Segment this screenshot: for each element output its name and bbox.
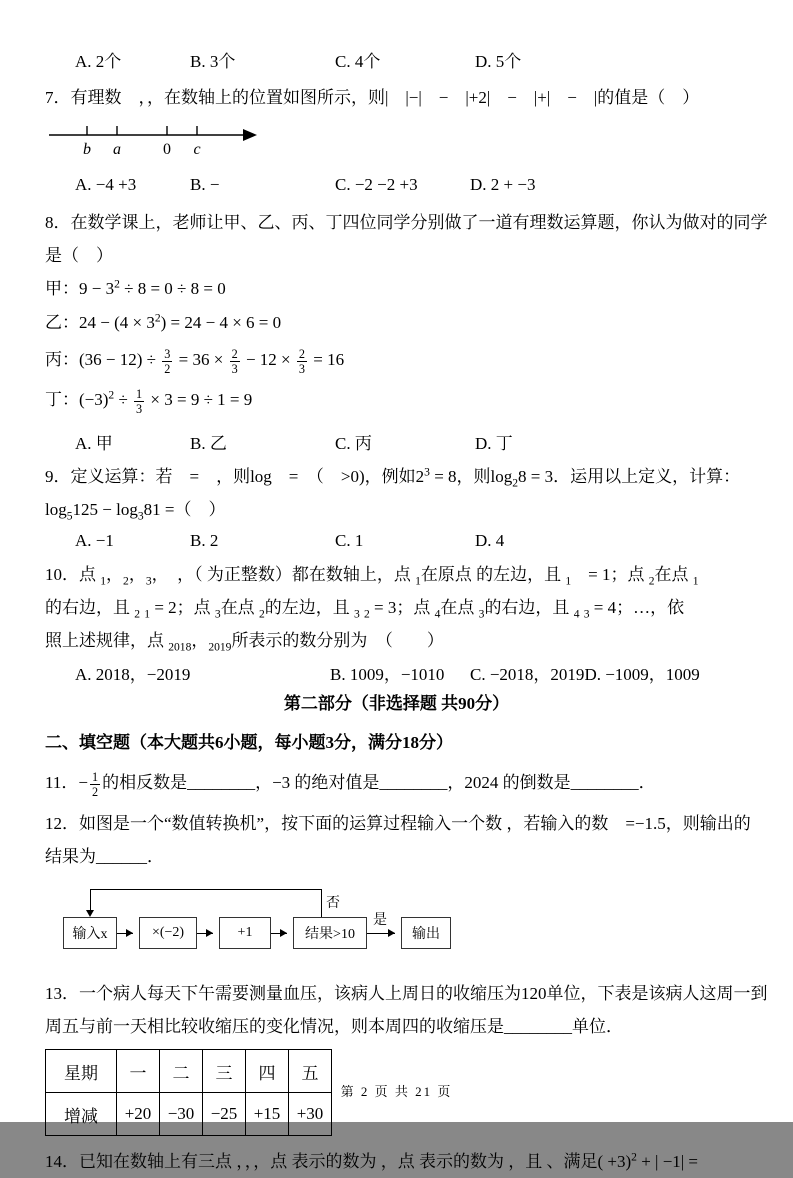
table-cell: −30 [160,1093,203,1136]
table-cell: 增减 [46,1093,117,1136]
equation: $(-3)^2$ ÷ $\frac{1}{3}$ × 3 = 9 ÷ 1 = 9 [79,386,253,416]
section-2-title: 二、填空题（本大题共6小题，每小题3分，满分18分） [45,733,453,752]
student-label: 甲： [45,279,79,298]
option-b: B. 3个 [190,51,236,71]
student-label: 乙： [45,313,79,332]
option-c: C. −2 −2 +3 [335,175,418,194]
option-a: A. 2018，−2019 [75,664,191,684]
option-a: A. −1 [75,531,114,550]
question-8-solution-ding [45,380,748,420]
question-8-options-row [45,426,748,456]
question-13-text-line2: 周五与前一天相比较收缩压的变化情况，则本周四的收缩压是________单位． [45,1017,623,1036]
question-8-solution-jia [45,272,748,306]
option-a: A. 甲 [75,433,113,453]
table-header-cell: 星期 [46,1050,117,1093]
axis-label-c: c [193,141,201,158]
option-d: D. 4 [475,531,505,550]
option-a: A. 2个 [75,51,122,71]
equation: $9 - 3^2 \div 8 = 0 \div 8 = 0$ [79,277,226,298]
table-header-cell: 二 [160,1050,203,1093]
flow-box-result: 结果>10 [293,917,367,949]
number-line-figure [47,118,261,166]
equation: $24 - (4 \times 3^2) = 24 - 4 \times 6 = 0$ [79,311,282,332]
table-header-cell: 四 [246,1050,289,1093]
question-13-text-line1: 13．一个病人每天下午需要测量血压，该病人上周日的收缩压为120单位，下表是该病人这周一到 [45,984,768,1003]
table-cell: +20 [117,1093,160,1136]
option-b: B. 乙 [190,433,227,453]
option-d: D. −1009，1009 [584,664,700,684]
q12-number-converter-flowchart [63,883,483,965]
table-cell: +15 [246,1093,289,1136]
table-header-cell: 五 [289,1050,332,1093]
number-line-arrow [243,129,257,141]
flow-box-output: 输出 [401,917,451,949]
table-cell: +30 [289,1093,332,1136]
question-8-text-line1: 8．在数学课上，老师让甲、乙、丙、丁四位同学分别做了一道有理数运算题，你认为做对的同学 [45,213,768,232]
option-a: A. −4 +3 [75,175,137,194]
question-6-options-row [45,44,748,74]
option-c: C. 丙 [335,433,372,453]
question-14-text: 14．已知在数轴上有三点 ，，，点 表示的数为 ，点 表示的数为 ，且 、满足( +3)$^2$ + | −1| = [45,1150,699,1171]
question-10-options-row [45,657,748,687]
flow-loop-left-line [90,889,91,911]
question-11-text [45,763,748,803]
flow-no-label: 否 [326,896,340,911]
question-9-text-line1: 9．定义运算：若 = ，则log = （ >0)，例如$2^3 = 8$，则$\log_28 = 3$．运用以上定义，计算： [45,465,741,490]
flow-loop-top-line [90,889,321,890]
axis-label-a: a [113,141,121,158]
part-2-header: 第二部分（非选择题 共90分） [283,694,510,713]
question-9-options-row [45,526,748,556]
axis-label-0: 0 [163,141,171,158]
flow-box-plus: +1 [219,917,271,949]
flow-loop-arrowhead [86,910,94,917]
question-12-text-line2: 结果为______． [45,847,164,866]
question-8-text-line2: 是（ ） [45,246,113,265]
flow-arrowhead [206,929,213,937]
option-d: D. 5个 [475,51,522,71]
question-10-text-line3: 照上述规律，点 $_{2018}$，$_{2019}$所表示的数分别为 （ ） [45,631,444,654]
table-header-cell: 一 [117,1050,160,1093]
page-footer: 第 2 页 共 21 页 [340,1084,453,1099]
option-d: D. 丁 [475,433,513,453]
question-9-text-line2: $\log_5125 - \log_381$ =（ ） [45,500,226,523]
question-7-options-row [45,170,748,200]
option-c: C. −2018，2019 [470,664,585,684]
question-10-text-line1: 10．点 $_1$，$_2$，$_3$， ，（ 为正整数）都在数轴上，点 $_1$在原点 的左边，且 $_1$ = 1；点 $_2$在点 $_1$ [45,565,699,588]
flow-arrowhead [388,929,395,937]
question-12-text-line1: 12．如图是一个“数值转换机”，按下面的运算过程输入一个数 ，若输入的数 =−1.5，则输出的 [45,814,751,833]
flow-loop-right-line [321,889,322,917]
axis-label-b: b [83,141,91,158]
flow-arrowhead [126,929,133,937]
flow-yes-label: 是 [373,913,387,928]
question-8-solution-yi [45,306,748,340]
option-d: D. 2 + −3 [470,175,536,194]
student-label: 丙： [45,350,79,369]
option-c: C. 1 [335,531,364,550]
equation: (36 − 12) ÷ $\frac{3}{2}$ = 36 × $\frac{2}{3}$ − 12 × $\frac{2}{3}$ = 16 [79,346,345,376]
option-b: B. − [190,175,220,194]
flow-box-times: ×(−2) [139,917,197,949]
option-b: B. 2 [190,531,219,550]
table-cell: −25 [203,1093,246,1136]
student-label: 丁： [45,390,79,409]
question-8-solution-bing [45,340,748,380]
flow-box-input: 输入x [63,917,117,949]
flow-arrowhead [280,929,287,937]
table-header-cell: 三 [203,1050,246,1093]
question-7-text: 7．有理数 ，，在数轴上的位置如图所示，则| |−| − |+2| − |+| − |的值是（ ） [45,88,700,107]
option-c: C. 4个 [335,51,381,71]
option-b: B. 1009，−1010 [330,664,445,684]
equation: 11．− $\frac{1}{2}$ 的相反数是________，−3 的绝对值是________，2024 的倒数是________． [45,769,656,799]
question-10-text-line2: 的右边，且 $_2$ $_1$ = 2；点 $_3$在点 $_2$的左边，且 $_3$ $_2$ = 3；点 $_4$在点 $_3$的右边，且 $_4$ $_3$ = 4；…，依 [45,598,685,621]
